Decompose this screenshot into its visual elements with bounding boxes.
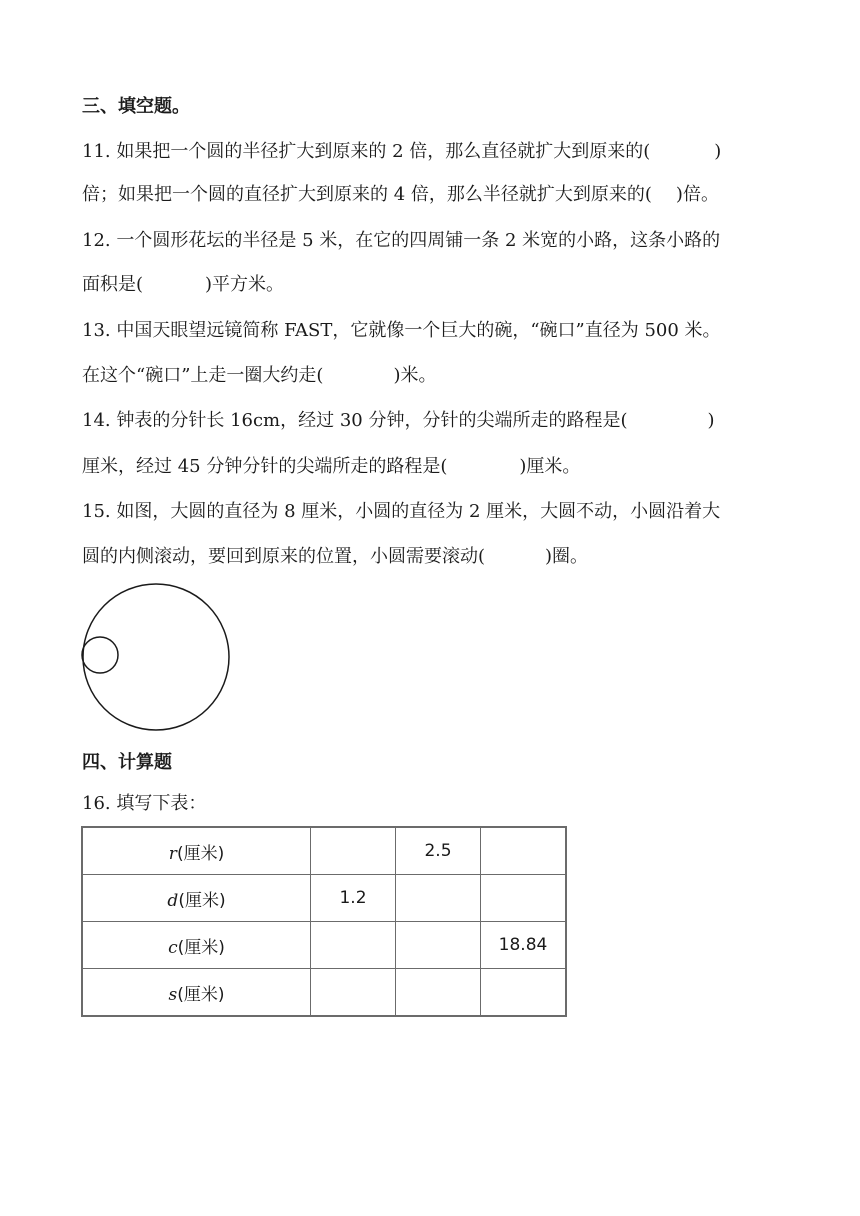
line-text-end: )倍。 bbox=[675, 184, 719, 205]
q14-line-1 bbox=[82, 409, 715, 433]
large-circle bbox=[83, 584, 229, 730]
row-header bbox=[82, 969, 311, 1017]
q12-line-2 bbox=[82, 273, 284, 297]
line-text: 面积是( bbox=[82, 274, 144, 295]
circles-figure bbox=[78, 580, 234, 736]
line-text: 厘米，经过 45 分钟分针的尖端所走的路程是( bbox=[82, 456, 448, 477]
variable-symbol: d bbox=[167, 890, 179, 911]
variable-symbol: r bbox=[168, 843, 177, 864]
line-text: 在这个“碗口”上走一圈大约走( bbox=[82, 365, 324, 386]
q11-line-2 bbox=[82, 183, 719, 207]
table-cell[interactable] bbox=[396, 875, 481, 922]
line-text: 12. 一个圆形花坛的半径是 5 米，在它的四周铺一条 2 米宽的小路，这条小路的 bbox=[82, 230, 721, 251]
line-text: 倍；如果把一个圆的直径扩大到原来的 4 倍，那么半径就扩大到原来的( bbox=[82, 184, 652, 205]
table-cell[interactable] bbox=[481, 969, 567, 1017]
line-text-end: )米。 bbox=[393, 365, 437, 386]
q16-prompt: 16. 填写下表： bbox=[82, 793, 207, 814]
table-cell[interactable] bbox=[396, 922, 481, 969]
small-circle bbox=[82, 637, 118, 673]
row-header bbox=[82, 922, 311, 969]
section-3-title: 三、填空题。 bbox=[82, 96, 190, 117]
row-header bbox=[82, 875, 311, 922]
unit-label: (厘米) bbox=[177, 984, 225, 1005]
q14-line-2 bbox=[82, 455, 580, 479]
table-cell[interactable] bbox=[311, 922, 396, 969]
table-cell[interactable]: 2.5 bbox=[396, 827, 481, 875]
line-text-end: )厘米。 bbox=[519, 456, 581, 477]
row-header bbox=[82, 827, 311, 875]
line-text: 13. 中国天眼望远镜简称 FAST，它就像一个巨大的碗，“碗口”直径为 500 米。 bbox=[82, 320, 721, 341]
unit-label: (厘米) bbox=[176, 843, 225, 864]
table-row bbox=[82, 969, 566, 1017]
line-text: 圆的内侧滚动，要回到原来的位置，小圆需要滚动( bbox=[82, 546, 486, 567]
table-cell[interactable] bbox=[481, 827, 567, 875]
variable-symbol: c bbox=[168, 937, 178, 958]
line-text-end: ) bbox=[714, 141, 722, 162]
table-cell[interactable] bbox=[311, 969, 396, 1017]
line-text: 15. 如图，大圆的直径为 8 厘米，小圆的直径为 2 厘米，大圆不动，小圆沿着大 bbox=[82, 501, 721, 522]
circle-values-table bbox=[81, 826, 567, 1017]
variable-symbol: s bbox=[168, 984, 178, 1005]
table-cell[interactable] bbox=[481, 875, 567, 922]
table-row bbox=[82, 827, 566, 875]
line-text-end: ) bbox=[707, 410, 715, 431]
unit-label: (厘米) bbox=[177, 937, 225, 958]
line-text-end: )平方米。 bbox=[205, 274, 285, 295]
q13-line-2 bbox=[82, 364, 436, 388]
section-4-title: 四、计算题 bbox=[82, 752, 172, 773]
q11-line-1 bbox=[82, 140, 721, 164]
q12-line-1 bbox=[82, 229, 720, 253]
table-cell[interactable] bbox=[396, 969, 481, 1017]
line-text: 11. 如果把一个圆的半径扩大到原来的 2 倍，那么直径就扩大到原来的( bbox=[82, 141, 651, 162]
table-cell[interactable]: 18.84 bbox=[481, 922, 567, 969]
q13-line-1 bbox=[82, 319, 721, 343]
table-row bbox=[82, 875, 566, 922]
table-cell[interactable] bbox=[311, 827, 396, 875]
line-text: 14. 钟表的分针长 16cm，经过 30 分钟，分针的尖端所走的路程是( bbox=[82, 410, 628, 431]
q15-line-2 bbox=[82, 545, 588, 569]
unit-label: (厘米) bbox=[178, 890, 226, 911]
table-row bbox=[82, 922, 566, 969]
table-cell[interactable]: 1.2 bbox=[311, 875, 396, 922]
q15-line-1 bbox=[82, 500, 720, 524]
line-text-end: )圈。 bbox=[545, 546, 589, 567]
